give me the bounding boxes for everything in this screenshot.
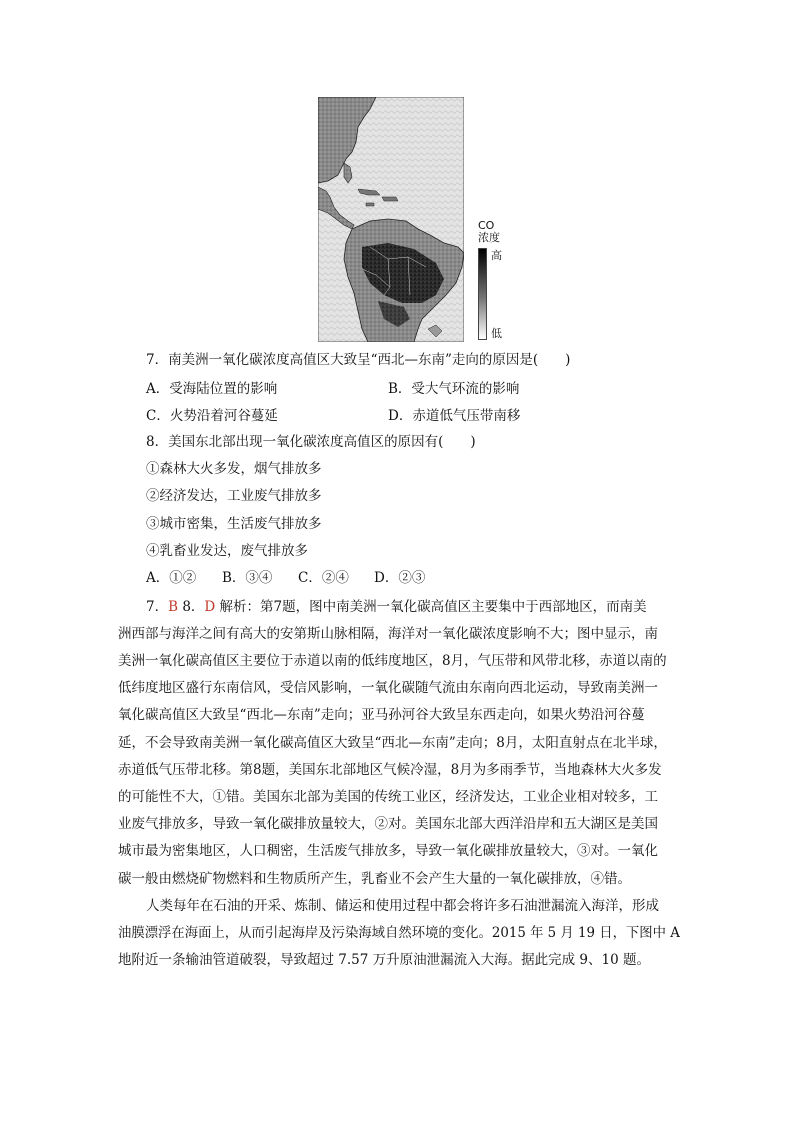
intro-line-3: 地附近一条输油管道破裂，导致超过 7.57 万升原油泄漏流入大海。据此完成 9、10 题。 bbox=[118, 952, 650, 968]
explanation-line-6: 延，不会导致南美洲一氧化碳高值区大致呈“西北—东南”走向；8月，太阳直射点在北半球， bbox=[118, 735, 667, 751]
q8-item-4: ④乳畜业发达，废气排放多 bbox=[146, 543, 308, 559]
answer-q8-choice: D bbox=[204, 599, 216, 615]
map-image bbox=[318, 97, 464, 342]
explanation-line-5: 氧化碳高值区大致呈“西北—东南”走向；亚马孙河谷大致呈东西走向，如果火势沿河谷蔓 bbox=[118, 707, 645, 723]
answer-q7-number: 7． bbox=[146, 599, 169, 615]
q7-option-b: B．受大气环流的影响 bbox=[388, 381, 520, 397]
intro-line-1: 人类每年在石油的开采、炼制、储运和使用过程中都会将许多石油泄漏流入海洋，形成 bbox=[146, 898, 659, 914]
explanation-line-1: 解析：第7题，图中南美洲一氧化碳高值区主要集中于西部地区，而南美 bbox=[219, 599, 647, 615]
q8-option-b: B．③④ bbox=[222, 570, 273, 586]
answer-q8-number: 8． bbox=[182, 599, 205, 615]
intro-line-2: 油膜漂浮在海面上，从而引起海岸及污染海域自然环境的变化。2015 年 5 月 19 日，下图中 A bbox=[118, 925, 680, 941]
q8-item-3: ③城市密集，生活废气排放多 bbox=[146, 516, 322, 532]
legend-title-co: CO bbox=[478, 219, 495, 232]
legend-title-concentration: 浓度 bbox=[478, 231, 500, 244]
q7-option-d: D．赤道低气压带南移 bbox=[388, 408, 521, 424]
q8-stem: 8．美国东北部出现一氧化碳浓度高值区的原因有( ) bbox=[146, 434, 476, 450]
explanation-line-11: 碳一般由燃烧矿物燃料和生物质所产生，乳畜业不会产生大量的一氧化碳排放，④错。 bbox=[118, 871, 631, 887]
explanation-line-10: 城市最为密集地区，人口稠密，生活废气排放多，导致一氧化碳排放量较大，③对。一氧化 bbox=[118, 843, 658, 859]
explanation-line-2: 洲西部与海洋之间有高大的安第斯山脉相隔，海洋对一氧化碳浓度影响不大；图中显示，南 bbox=[118, 626, 658, 642]
explanation-line-9: 业废气排放多，导致一氧化碳排放量较大，②对。美国东北部大西洋沿岸和五大湖区是美国 bbox=[118, 816, 658, 832]
answer-first-line bbox=[146, 597, 647, 617]
explanation-line-4: 低纬度地区盛行东南信风，受信风影响，一氧化碳随气流由东南向西北运动，导致南美洲一 bbox=[118, 680, 658, 696]
q8-option-a: A．①② bbox=[146, 570, 197, 586]
legend-gradient-bar bbox=[478, 248, 487, 340]
q7-option-c: C．火势沿着河谷蔓延 bbox=[146, 408, 278, 424]
explanation-line-7: 赤道低气压带北移。第8题，美国东北部地区气候冷湿，8月为多雨季节，当地森林大火多发 bbox=[118, 762, 662, 778]
co-legend bbox=[474, 220, 514, 340]
q8-option-d: D．②③ bbox=[374, 570, 426, 586]
q8-item-1: ①森林大火多发，烟气排放多 bbox=[146, 461, 322, 477]
q8-option-c: C．②④ bbox=[298, 570, 349, 586]
q7-stem: 7．南美洲一氧化碳浓度高值区大致呈“西北—东南”走向的原因是( ) bbox=[146, 352, 571, 368]
q8-item-2: ②经济发达，工业废气排放多 bbox=[146, 488, 322, 504]
legend-high-label: 高 bbox=[491, 249, 502, 262]
answer-q7-choice: B bbox=[168, 599, 179, 615]
explanation-line-8: 的可能性不大，①错。美国东北部为美国的传统工业区，经济发达，工业企业相对较多，工 bbox=[118, 789, 658, 805]
legend-low-label: 低 bbox=[491, 327, 502, 340]
explanation-line-3: 美洲一氧化碳高值区主要位于赤道以南的低纬度地区，8月，气压带和风带北移，赤道以南的 bbox=[118, 653, 667, 669]
q7-option-a: A．受海陆位置的影响 bbox=[146, 381, 278, 397]
co-concentration-map bbox=[318, 97, 464, 342]
